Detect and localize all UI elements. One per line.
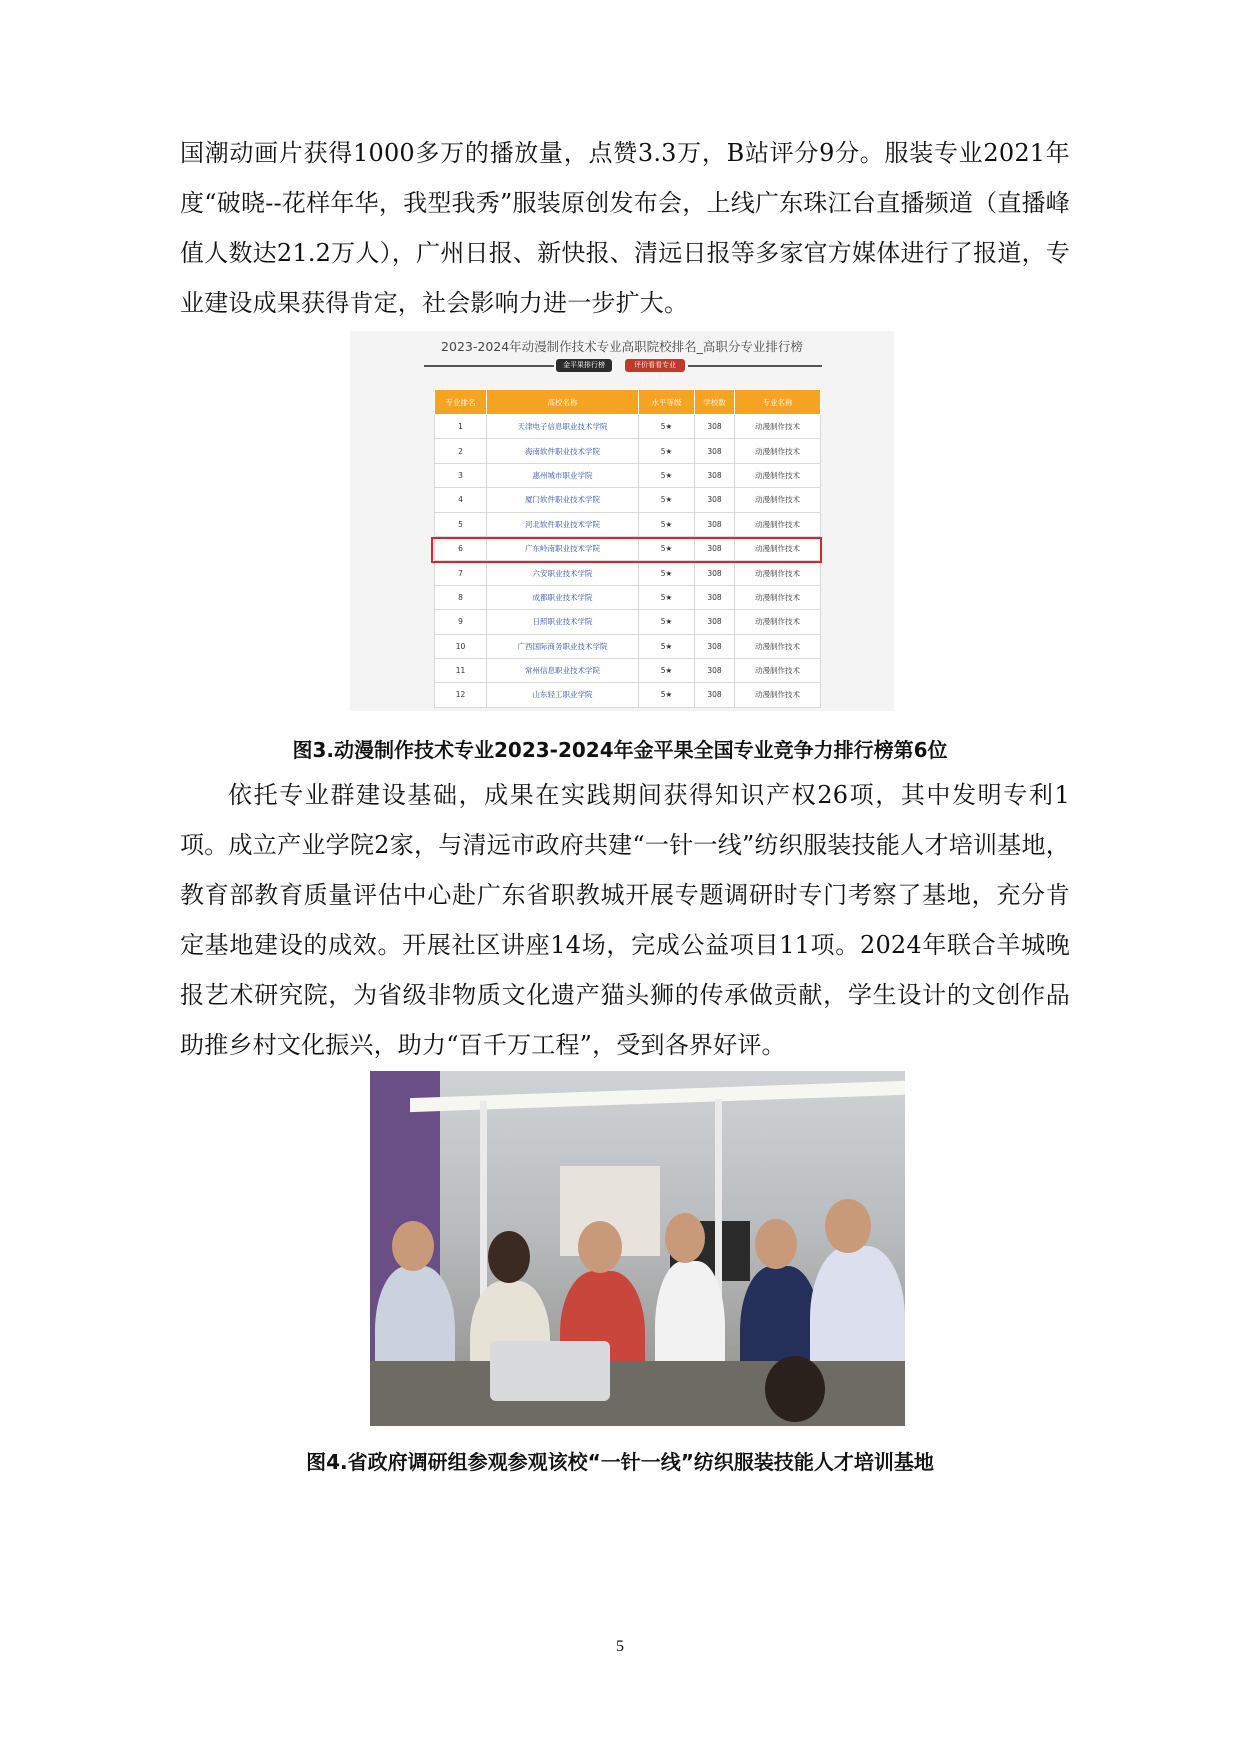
count-cell: 308 (695, 561, 735, 585)
header-school: 高校名称 (487, 390, 639, 415)
table-row (435, 488, 821, 512)
rank-cell: 1 (435, 415, 487, 439)
table-row (435, 585, 821, 609)
title-rule-left (424, 365, 554, 367)
rank-cell: 6 (435, 536, 487, 560)
header-count: 学校数 (695, 390, 735, 415)
major-cell: 动漫制作技术 (735, 658, 821, 682)
rank-cell: 2 (435, 439, 487, 463)
header-rank: 专业排名 (435, 390, 487, 415)
figure-3-title: 2023-2024年动漫制作技术专业高职院校排名_高职分专业排行榜 (441, 339, 803, 354)
major-cell: 动漫制作技术 (735, 463, 821, 487)
count-cell: 308 (695, 439, 735, 463)
person-head (578, 1221, 622, 1273)
count-cell: 308 (695, 634, 735, 658)
rank-cell: 4 (435, 488, 487, 512)
level-cell: 5★ (639, 658, 695, 682)
sewing-table (370, 1361, 905, 1426)
table-row (435, 683, 821, 707)
figure-4-photo (370, 1071, 905, 1426)
major-cell: 动漫制作技术 (735, 610, 821, 634)
rank-cell: 10 (435, 634, 487, 658)
level-cell: 5★ (639, 439, 695, 463)
person-head (825, 1199, 871, 1253)
major-cell: 动漫制作技术 (735, 512, 821, 536)
rank-cell: 9 (435, 610, 487, 634)
level-cell: 5★ (639, 683, 695, 707)
major-cell: 动漫制作技术 (735, 683, 821, 707)
table-row (435, 561, 821, 585)
rank-cell: 11 (435, 658, 487, 682)
level-cell: 5★ (639, 585, 695, 609)
level-cell: 5★ (639, 415, 695, 439)
major-cell: 动漫制作技术 (735, 536, 821, 560)
count-cell: 308 (695, 658, 735, 682)
count-cell: 308 (695, 415, 735, 439)
school-cell: 惠州城市职业学院 (487, 463, 639, 487)
count-cell: 308 (695, 512, 735, 536)
highlighted-row-frame (431, 537, 822, 563)
count-cell: 308 (695, 488, 735, 512)
count-cell: 308 (695, 610, 735, 634)
paragraph-1: 国潮动画片获得1000多万的播放量，点赞3.3万，B站评分9分。服装专业2021年度“破晓--花样年华，我型我秀”服装原创发布会，上线广东珠江台直播频道（直播峰值人数达21.2万人），广州日报、新快报、清远日报等多家官方媒体进行了报道，专业建设成果获得肯定，社会影响力进一步扩大。 (180, 139, 1070, 317)
major-cell: 动漫制作技术 (735, 439, 821, 463)
school-cell: 成都职业技术学院 (487, 585, 639, 609)
school-cell: 山东轻工职业学院 (487, 683, 639, 707)
major-cell: 动漫制作技术 (735, 415, 821, 439)
person-head (665, 1213, 705, 1263)
table-row (435, 439, 821, 463)
evaluation-badge: 评价看看专业的！！！ (625, 359, 685, 372)
school-cell: 六安职业技术学院 (487, 561, 639, 585)
count-cell: 308 (695, 463, 735, 487)
table-row (435, 512, 821, 536)
level-cell: 5★ (639, 512, 695, 536)
school-cell: 广东岭南职业技术学院 (487, 536, 639, 560)
level-cell: 5★ (639, 463, 695, 487)
school-cell: 天津电子信息职业技术学院 (487, 415, 639, 439)
table-header-row (435, 390, 821, 415)
figure-3-caption: 图3.动漫制作技术专业2023-2024年金平果全国专业竞争力排行榜第6位 (292, 738, 948, 762)
sewing-machine (490, 1341, 610, 1401)
school-cell: 广西国际商务职业技术学院 (487, 634, 639, 658)
count-cell: 308 (695, 585, 735, 609)
rank-cell: 12 (435, 683, 487, 707)
table-row (435, 415, 821, 439)
table-row (435, 463, 821, 487)
major-cell: 动漫制作技术 (735, 585, 821, 609)
major-cell: 动漫制作技术 (735, 561, 821, 585)
level-cell: 5★ (639, 536, 695, 560)
header-major: 专业名称 (735, 390, 821, 415)
person-head (755, 1219, 797, 1269)
school-cell: 厦门软件职业技术学院 (487, 488, 639, 512)
rank-cell: 7 (435, 561, 487, 585)
paragraph-2: 依托专业群建设基础，成果在实践期间获得知识产权26项，其中发明专利1项。成立产业学院2家，与清远市政府共建“一针一线”纺织服装技能人才培训基地，教育部教育质量评估中心赴广东省职教城开展专题调研时专门考察了基地，充分肯定基地建设的成效。开展社区讲座14场，完成公益项目11项。2024年联合羊城晚报艺术研究院，为省级非物质文化遗产猫头狮的传承做贡献，学生设计的文创作品助推乡村文化振兴，助力“百千万工程”，受到各界好评。 (180, 781, 1070, 1059)
person-head (488, 1231, 530, 1283)
level-cell: 5★ (639, 488, 695, 512)
person-head (392, 1221, 434, 1271)
school-cell: 常州信息职业技术学院 (487, 658, 639, 682)
school-cell: 河北软件职业技术学院 (487, 512, 639, 536)
page-number: 5 (616, 1638, 624, 1655)
title-rule-right (688, 365, 822, 367)
header-level: 水平等级 (639, 390, 695, 415)
figure-3-ranking-image (350, 331, 894, 711)
level-cell: 5★ (639, 610, 695, 634)
rank-cell: 3 (435, 463, 487, 487)
school-cell: 海南软件职业技术学院 (487, 439, 639, 463)
student-head (765, 1356, 825, 1422)
level-cell: 5★ (639, 561, 695, 585)
table-row (435, 634, 821, 658)
major-cell: 动漫制作技术 (735, 634, 821, 658)
level-cell: 5★ (639, 634, 695, 658)
major-cell: 动漫制作技术 (735, 488, 821, 512)
count-cell: 308 (695, 536, 735, 560)
rank-cell: 5 (435, 512, 487, 536)
school-cell: 日照职业技术学院 (487, 610, 639, 634)
rank-cell: 8 (435, 585, 487, 609)
table-row (435, 610, 821, 634)
figure-4-caption: 图4.省政府调研组参观参观该校“一针一线”纺织服装技能人才培训基地 (306, 1450, 934, 1474)
ranking-badge: 金平果排行榜 (556, 359, 612, 372)
table-row (435, 658, 821, 682)
count-cell: 308 (695, 683, 735, 707)
